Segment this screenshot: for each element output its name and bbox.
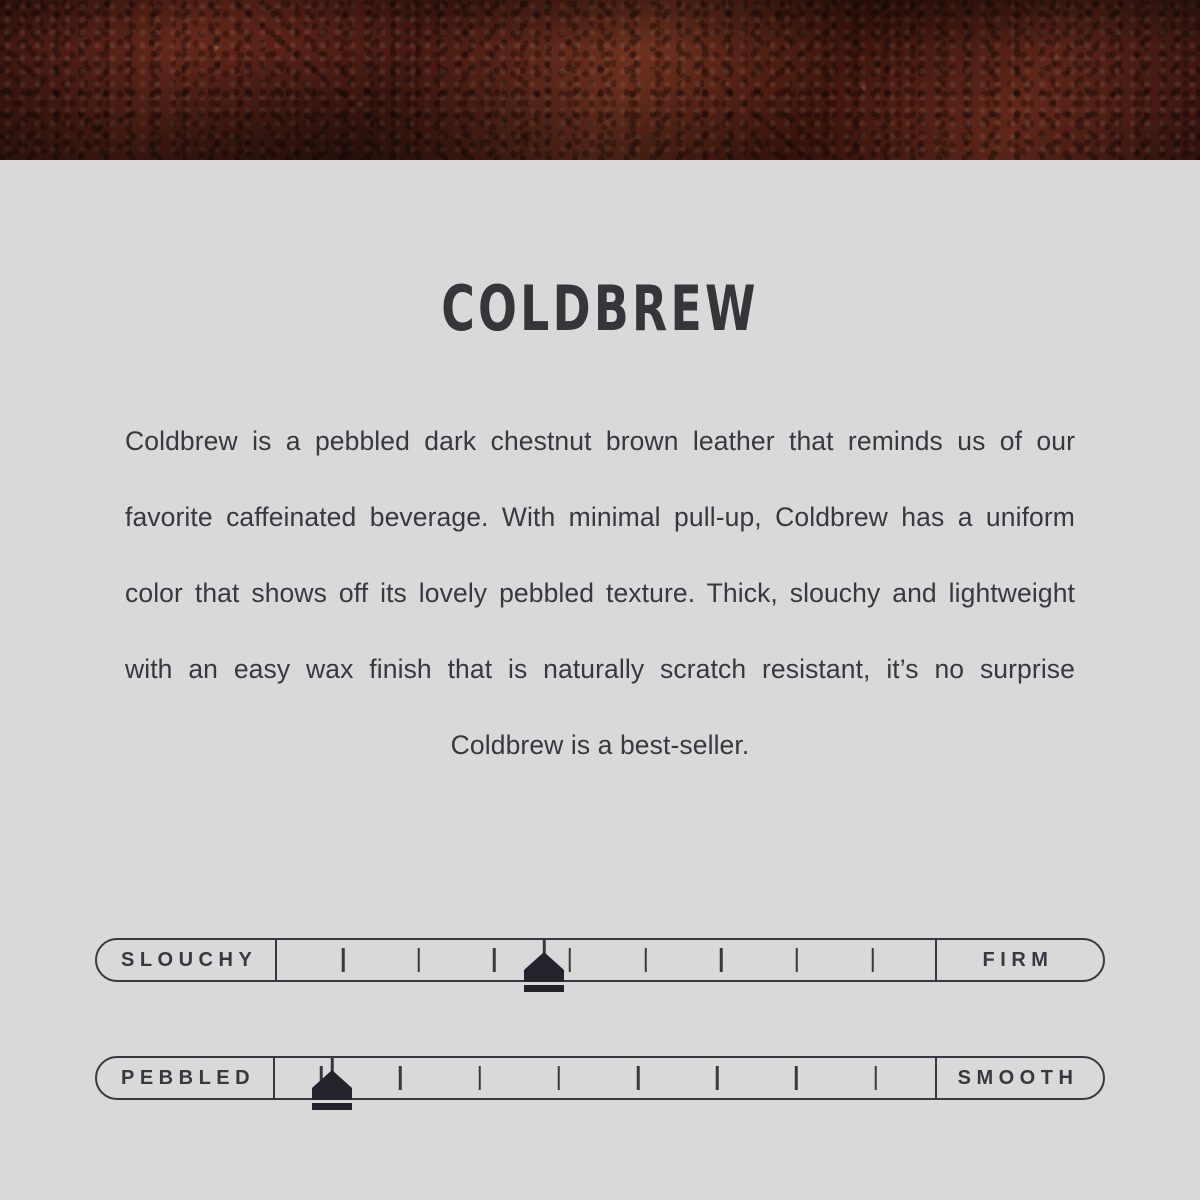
slider-tick	[399, 1066, 402, 1090]
slider-left-label: SLOUCHY	[97, 940, 277, 980]
marker-body-icon	[312, 1088, 352, 1100]
slider-texture[interactable]	[95, 1056, 1105, 1114]
description-text: Coldbrew is a pebbled dark chestnut brown leather that reminds us of our favorite caffeinated beverage. With minimal pull-up, Coldbrew has a uniform color that shows off its lovely pebbled texture. Thick, slouchy and lightweight with an easy wax finish that is naturally scratch resistant, it’s no surprise Coldbrew is a best-seller.	[125, 426, 1075, 760]
page-title: COLDBREW	[441, 272, 759, 345]
slider-tick	[644, 948, 647, 972]
slider-tick	[795, 1066, 798, 1090]
slider-marker-handle[interactable]	[310, 1056, 354, 1114]
slider-frame	[95, 938, 1105, 982]
attribute-scales	[0, 938, 1200, 1114]
marker-body-icon	[524, 970, 564, 982]
slider-tick	[716, 1066, 719, 1090]
slider-tick	[874, 1066, 877, 1090]
marker-arrow-icon	[312, 1070, 352, 1088]
slider-firmness[interactable]	[95, 938, 1105, 996]
slider-tick	[871, 948, 874, 972]
slider-tick	[796, 948, 799, 972]
slider-track[interactable]	[275, 1058, 935, 1098]
slider-tick	[569, 948, 572, 972]
slider-right-label: SMOOTH	[935, 1058, 1103, 1098]
slider-tick	[493, 948, 496, 972]
slider-left-label: PEBBLED	[97, 1058, 275, 1098]
slider-marker-handle[interactable]	[522, 938, 566, 996]
slider-tick	[637, 1066, 640, 1090]
slider-track[interactable]	[277, 940, 935, 980]
slider-tick	[342, 948, 345, 972]
leather-swatch-image	[0, 0, 1200, 160]
slider-tick	[720, 948, 723, 972]
slider-tick	[417, 948, 420, 972]
marker-base-icon	[312, 1103, 352, 1110]
marker-base-icon	[524, 985, 564, 992]
slider-tick	[558, 1066, 561, 1090]
marker-arrow-icon	[524, 952, 564, 970]
slider-tick	[478, 1066, 481, 1090]
slider-right-label: FIRM	[935, 940, 1103, 980]
leather-shading-layer	[0, 0, 1200, 160]
slider-frame	[95, 1056, 1105, 1100]
